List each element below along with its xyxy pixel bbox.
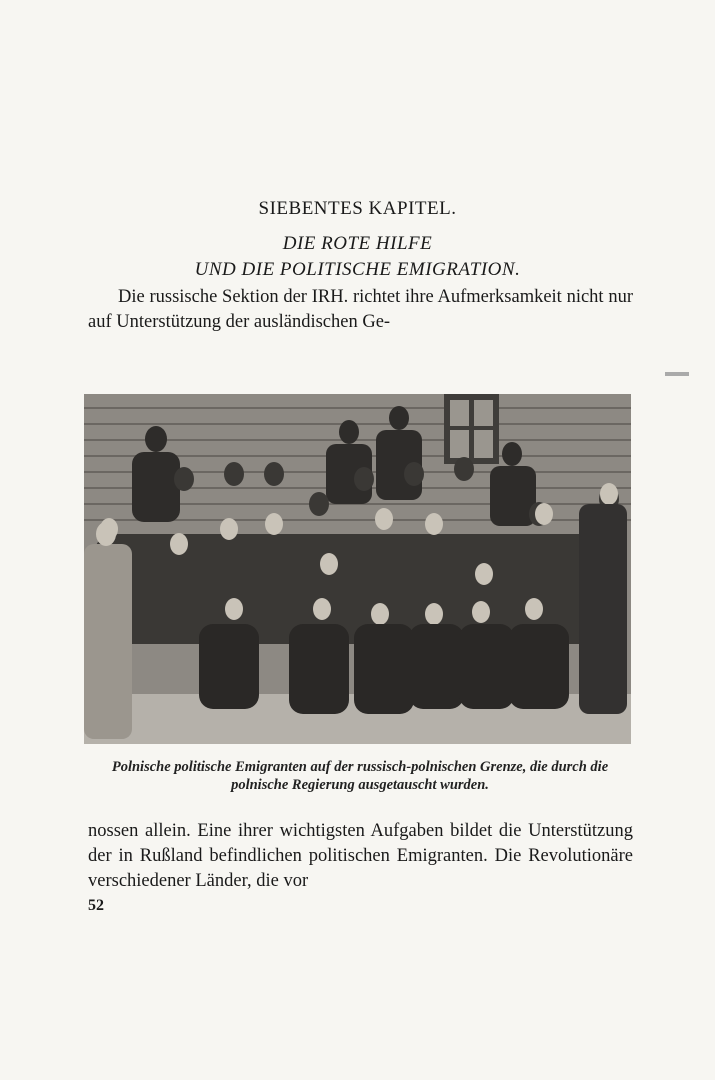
chapter-title-line-1: DIE ROTE HILFE bbox=[282, 233, 433, 254]
chapter-title-line-2: UND DIE POLITISCHE EMIGRATION. bbox=[194, 259, 521, 280]
paragraph-intro: Die russische Sektion der IRH. richtet ihre Aufmerksamkeit nicht nur auf Unterstützung der ausländischen Ge- bbox=[88, 287, 633, 332]
chapter-heading: SIEBENTES KAPITEL. bbox=[258, 198, 457, 219]
paragraph-continued: nossen allein. Eine ihrer wichtigsten Aufgaben bildet die Unterstützung der in Rußland befindlichen politischen Emigranten. Die Revolutionäre verschiedener Länder, die vor bbox=[88, 821, 633, 891]
page-number: 52 bbox=[88, 897, 104, 914]
photo-caption: Polnische politische Emigranten auf der russisch-polnischen Grenze, die durch die polnische Regierung ausgetauscht wurden. bbox=[111, 759, 609, 793]
margin-mark bbox=[665, 372, 689, 376]
group-photograph bbox=[84, 394, 631, 744]
